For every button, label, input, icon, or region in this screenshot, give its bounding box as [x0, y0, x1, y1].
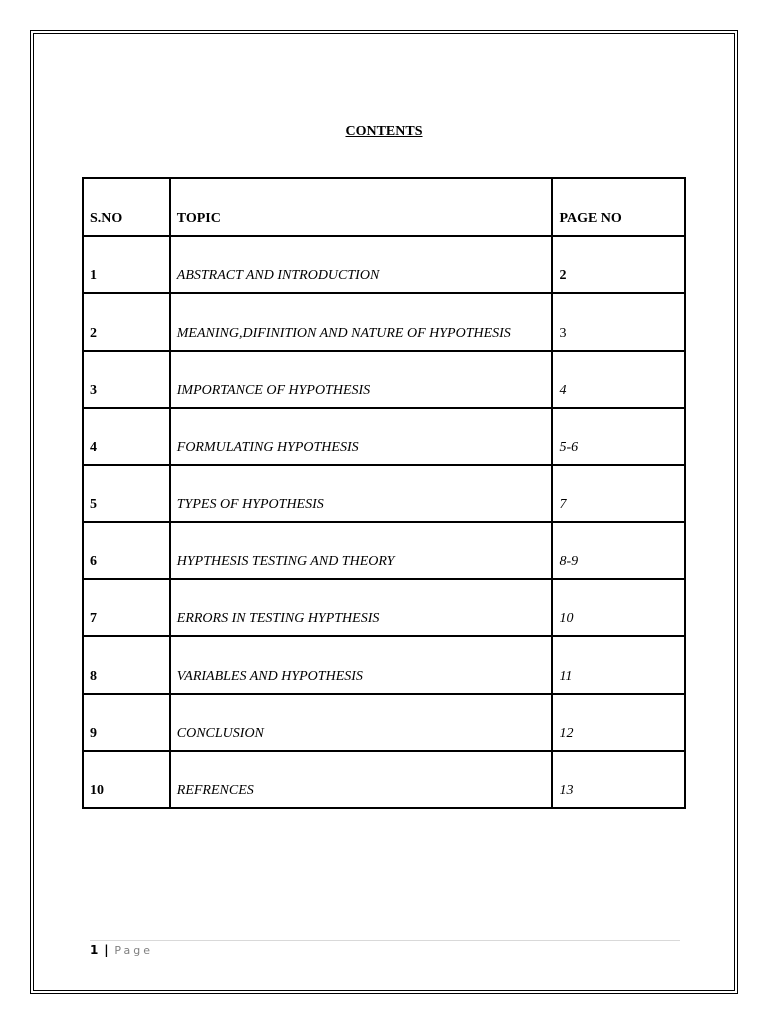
table-row — [83, 636, 685, 693]
footer-page-number: 1 — [90, 943, 99, 957]
table-row — [83, 236, 685, 293]
row-topic: FORMULATING HYPOTHESIS — [170, 408, 553, 465]
table-header-row — [83, 178, 685, 236]
row-page: 5-6 — [552, 408, 685, 465]
table-row — [83, 408, 685, 465]
row-sno: 9 — [83, 694, 170, 751]
header-page-no: PAGE NO — [552, 178, 685, 236]
row-sno: 4 — [83, 408, 170, 465]
table-row — [83, 522, 685, 579]
row-topic: CONCLUSION — [170, 694, 553, 751]
page-footer — [90, 943, 153, 957]
row-page: 2 — [552, 236, 685, 293]
row-page: 10 — [552, 579, 685, 636]
table-row — [83, 579, 685, 636]
footer-page-label: Page — [114, 944, 154, 957]
row-sno: 10 — [83, 751, 170, 808]
row-page: 7 — [552, 465, 685, 522]
row-page: 3 — [552, 293, 685, 350]
row-sno: 8 — [83, 636, 170, 693]
row-topic: TYPES OF HYPOTHESIS — [170, 465, 553, 522]
row-page: 11 — [552, 636, 685, 693]
table-row — [83, 465, 685, 522]
row-sno: 1 — [83, 236, 170, 293]
row-sno: 5 — [83, 465, 170, 522]
row-page: 12 — [552, 694, 685, 751]
row-topic: HYPTHESIS TESTING AND THEORY — [170, 522, 553, 579]
row-topic: ABSTRACT AND INTRODUCTION — [170, 236, 553, 293]
header-sno: S.NO — [83, 178, 170, 236]
contents-table — [82, 177, 686, 809]
table-row — [83, 694, 685, 751]
row-page: 13 — [552, 751, 685, 808]
table-row — [83, 351, 685, 408]
row-page: 8-9 — [552, 522, 685, 579]
row-topic: VARIABLES AND HYPOTHESIS — [170, 636, 553, 693]
footer-separator: | — [104, 943, 109, 957]
row-sno: 2 — [83, 293, 170, 350]
footer-divider — [90, 940, 680, 941]
row-topic: IMPORTANCE OF HYPOTHESIS — [170, 351, 553, 408]
table-row — [83, 751, 685, 808]
page-title: CONTENTS — [345, 124, 423, 139]
table-row — [83, 293, 685, 350]
row-topic: REFRENCES — [170, 751, 553, 808]
row-sno: 7 — [83, 579, 170, 636]
header-topic: TOPIC — [170, 178, 553, 236]
row-sno: 3 — [83, 351, 170, 408]
row-page: 4 — [552, 351, 685, 408]
row-sno: 6 — [83, 522, 170, 579]
row-topic: ERRORS IN TESTING HYPTHESIS — [170, 579, 553, 636]
row-topic: MEANING,DIFINITION AND NATURE OF HYPOTHESIS — [170, 293, 553, 350]
